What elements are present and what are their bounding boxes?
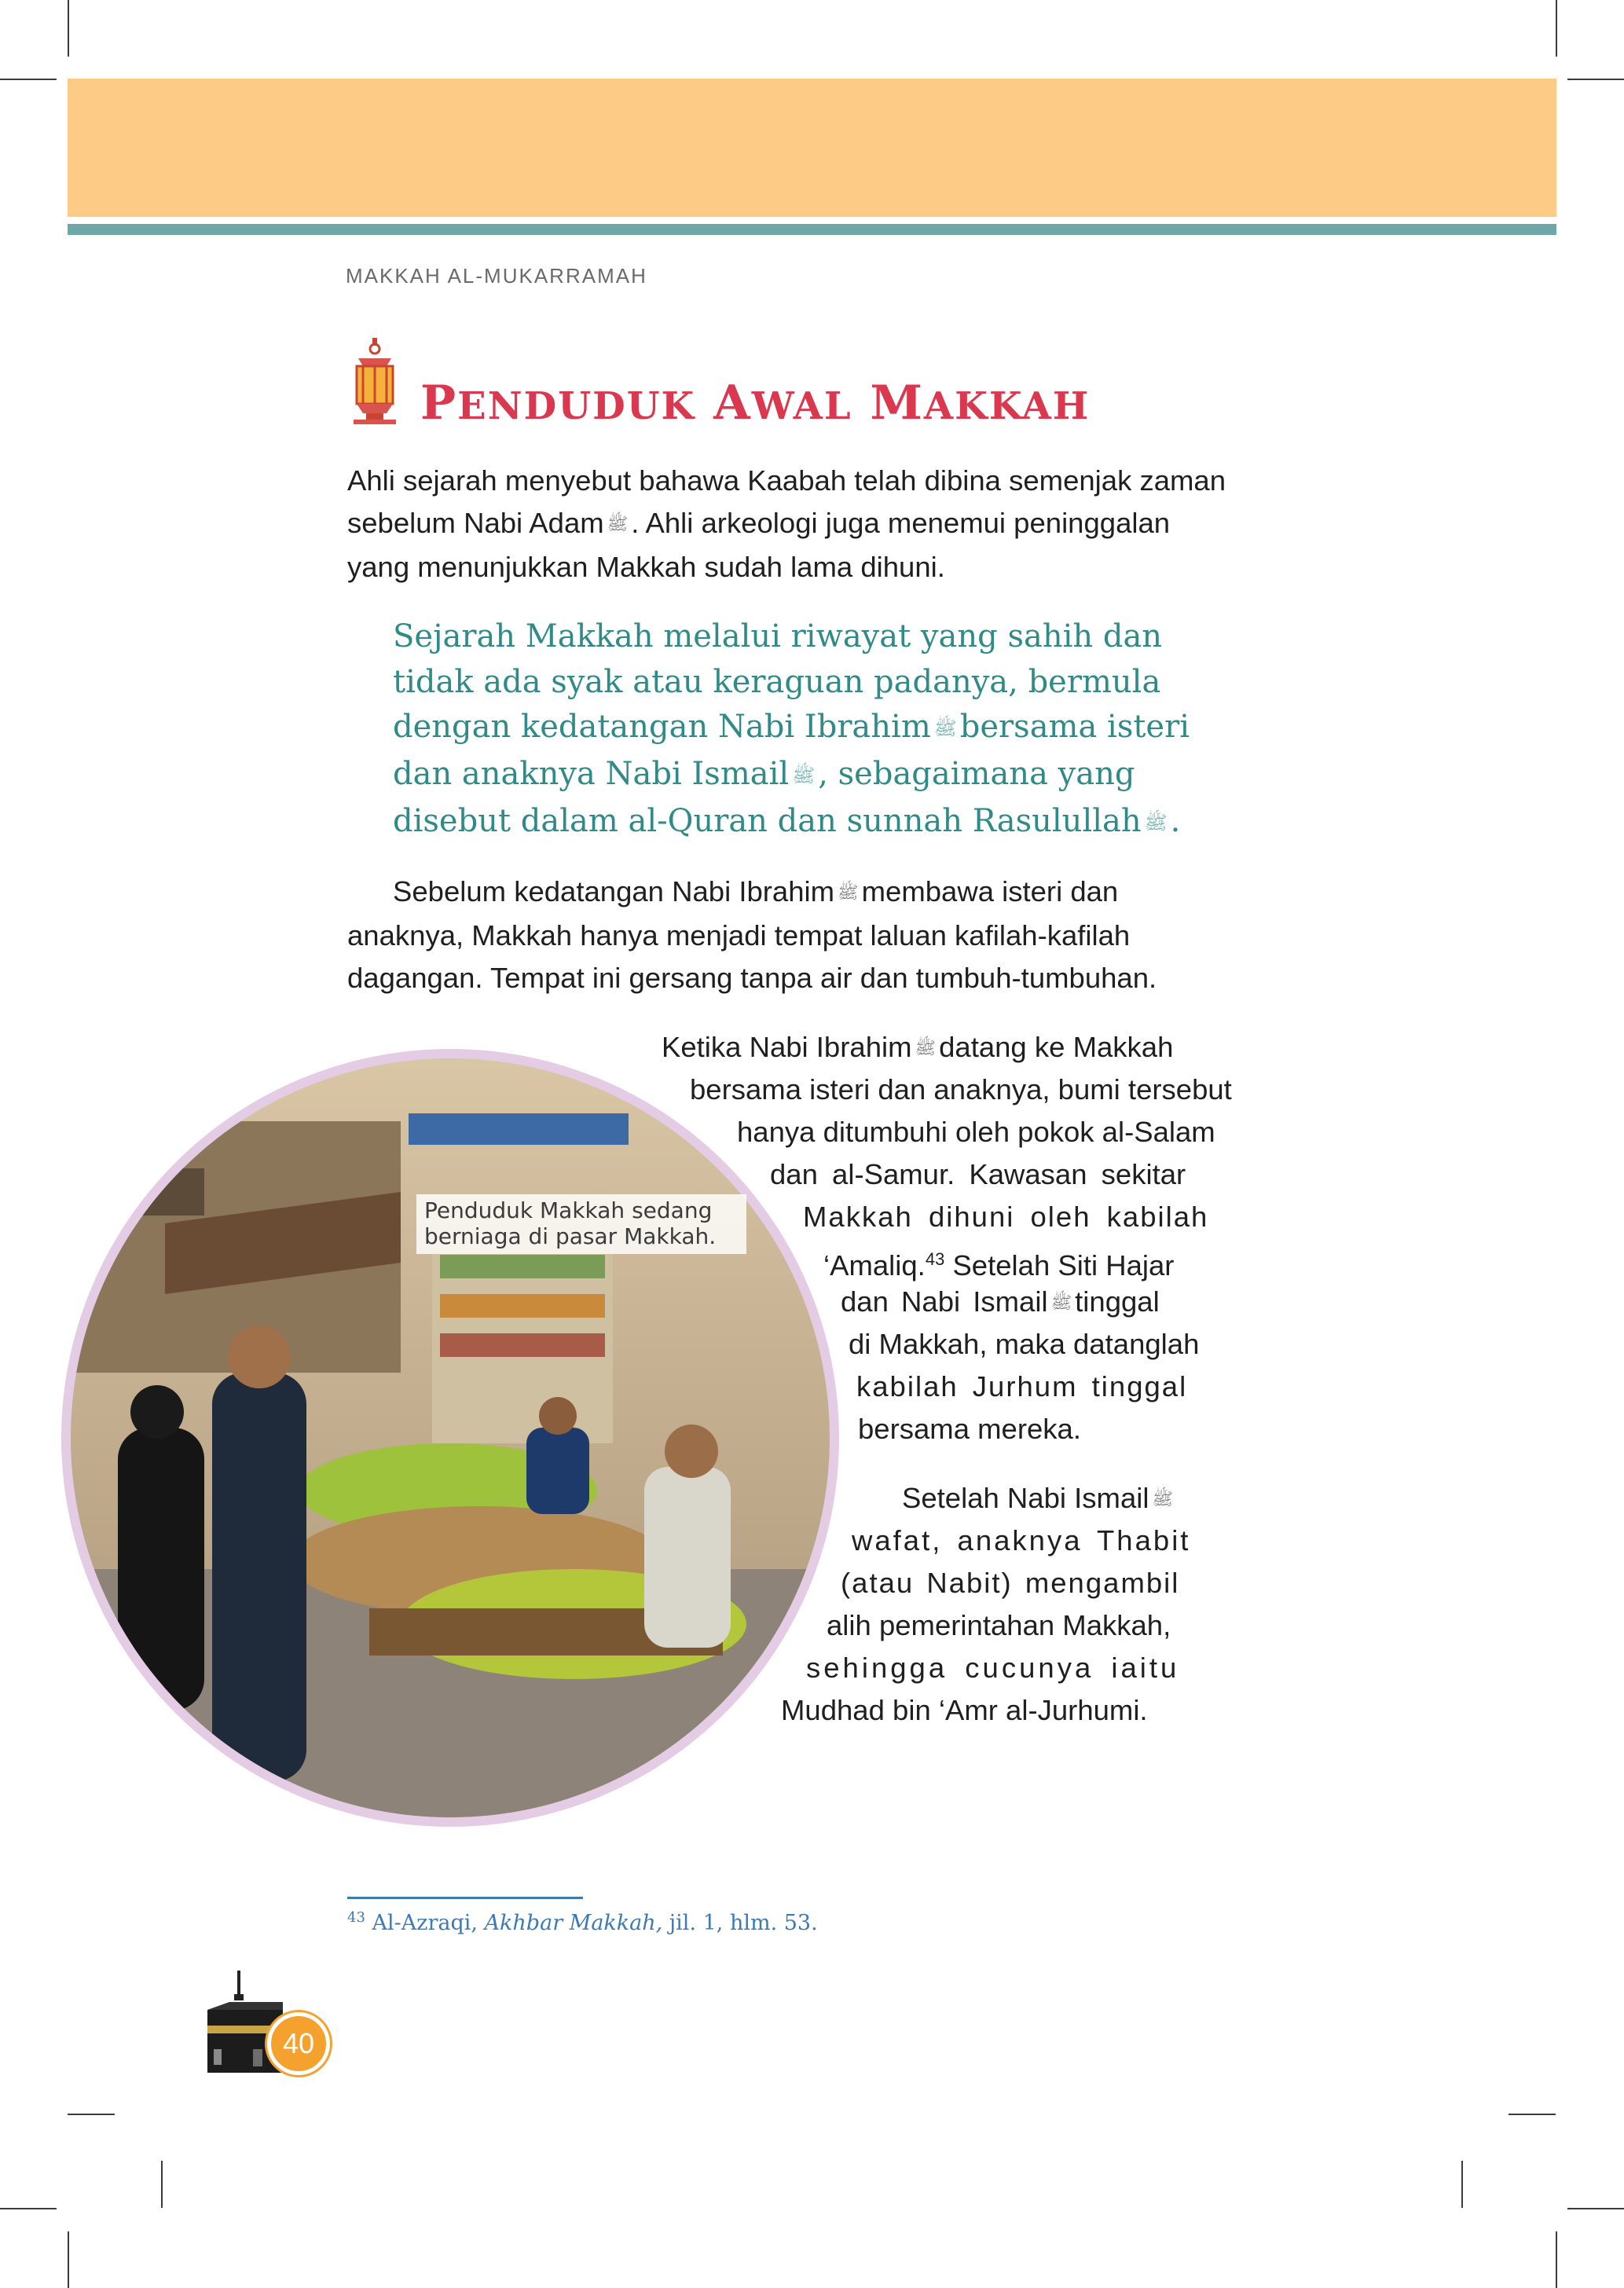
crop-mark bbox=[0, 2208, 57, 2209]
text-line: bersama mereka. bbox=[858, 1413, 1081, 1445]
text-line: anaknya, Makkah hanya menjadi tempat laluan kafilah-kafilah bbox=[347, 919, 1131, 952]
text-line: Ahli sejarah menyebut bahawa Kaabah telah dibina semenjak zaman bbox=[347, 464, 1226, 497]
text-line: Mudhad bin ‘Amr al-Jurhumi. bbox=[781, 1694, 1148, 1726]
text-line: Sebelum kedatangan Nabi Ibrahim ﷺ membawa isteri dan bbox=[347, 871, 1157, 915]
text-line: sehingga cucunya iaitu bbox=[806, 1652, 1180, 1684]
caption-line: Penduduk Makkah sedang bbox=[424, 1197, 713, 1223]
header-band bbox=[68, 79, 1556, 217]
crop-mark bbox=[68, 0, 69, 57]
text-line: di Makkah, maka datanglah bbox=[849, 1328, 1200, 1360]
honorific-icon: ﷺ bbox=[607, 515, 629, 535]
header-rule bbox=[68, 224, 1556, 235]
crop-mark bbox=[1509, 2114, 1556, 2115]
quote-line: Sejarah Makkah melalui riwayat yang sahih dan bbox=[393, 618, 1163, 654]
page-number: 40 bbox=[267, 2012, 330, 2075]
honorific-icon: ﷺ bbox=[915, 1039, 937, 1059]
honorific-icon: ﷺ bbox=[933, 717, 957, 740]
text-line: Setelah Nabi Ismail ﷺ bbox=[902, 1477, 1176, 1521]
intro-paragraph bbox=[347, 460, 1226, 588]
section-title: PENDUDUK AWAL MAKKAH bbox=[420, 376, 1091, 431]
crop-mark bbox=[1567, 79, 1624, 80]
honorific-icon: ﷺ bbox=[1152, 1490, 1174, 1510]
honorific-icon: ﷺ bbox=[1050, 1293, 1072, 1314]
text-line: wafat, anaknya Thabit bbox=[852, 1524, 1191, 1556]
quote-line: dan anaknya Nabi Ismail ﷺ , sebagaimana yang bbox=[393, 752, 1190, 799]
market-photo bbox=[71, 1058, 830, 1817]
crop-mark bbox=[1556, 0, 1557, 57]
paragraph-2 bbox=[347, 871, 1157, 999]
crop-mark bbox=[161, 2161, 163, 2208]
crop-mark bbox=[68, 2231, 69, 2288]
quote-line: tidak ada syak atau keraguan padanya, bermula bbox=[393, 663, 1161, 700]
text-line: dagangan. Tempat ini gersang tanpa air dan tumbuh-tumbuhan. bbox=[347, 962, 1157, 995]
text-line: yang menunjukkan Makkah sudah lama dihuni. bbox=[347, 551, 945, 584]
crop-mark bbox=[1567, 2208, 1624, 2209]
honorific-icon: ﷺ bbox=[838, 883, 859, 904]
crop-mark bbox=[1461, 2161, 1463, 2208]
crop-mark bbox=[1556, 2231, 1557, 2288]
photo-caption bbox=[416, 1194, 746, 1254]
highlight-quote bbox=[393, 614, 1190, 845]
text-line: ‘Amaliq.$^{43}$ Setelah Siti Hajar bbox=[823, 1249, 1175, 1282]
text-line: Makkah dihuni oleh kabilah bbox=[803, 1201, 1209, 1233]
honorific-icon: ﷺ bbox=[792, 764, 816, 786]
text-line: Ketika Nabi Ibrahim ﷺ datang ke Makkah bbox=[662, 1026, 1173, 1070]
quote-line: disebut dalam al-Quran dan sunnah Rasulullah ﷺ . bbox=[393, 799, 1190, 846]
text-line: kabilah Jurhum tinggal bbox=[856, 1370, 1188, 1402]
text-line: (atau Nabit) mengambil bbox=[841, 1567, 1180, 1599]
text-line: dan al-Samur. Kawasan sekitar bbox=[770, 1158, 1186, 1190]
running-header: MAKKAH AL-MUKARRAMAH bbox=[346, 264, 647, 288]
text-line: hanya ditumbuhi oleh pokok al-Salam bbox=[737, 1116, 1215, 1148]
market-scene-image bbox=[71, 1058, 830, 1817]
text-line: dan Nabi Ismail ﷺ tinggal bbox=[841, 1281, 1160, 1325]
quote-line: dengan kedatangan Nabi Ibrahim ﷺ bersama isteri bbox=[393, 705, 1190, 752]
text-line: bersama isteri dan anaknya, bumi tersebut bbox=[690, 1073, 1232, 1106]
caption-line: berniaga di pasar Makkah. bbox=[424, 1223, 717, 1249]
crop-mark bbox=[0, 79, 57, 80]
text-line: sebelum Nabi Adam ﷺ . Ahli arkeologi juga menemui peninggalan bbox=[347, 502, 1226, 546]
footnote: $^{43}$ Al-Azraqi, Akhbar Makkah, jil. 1, hlm. 53. bbox=[347, 1909, 818, 1935]
crop-mark bbox=[68, 2114, 115, 2115]
honorific-icon: ﷺ bbox=[1144, 811, 1168, 834]
text-line: alih pemerintahan Makkah, bbox=[827, 1609, 1171, 1641]
footnote-rule bbox=[347, 1897, 583, 1899]
lantern-icon bbox=[350, 338, 399, 424]
